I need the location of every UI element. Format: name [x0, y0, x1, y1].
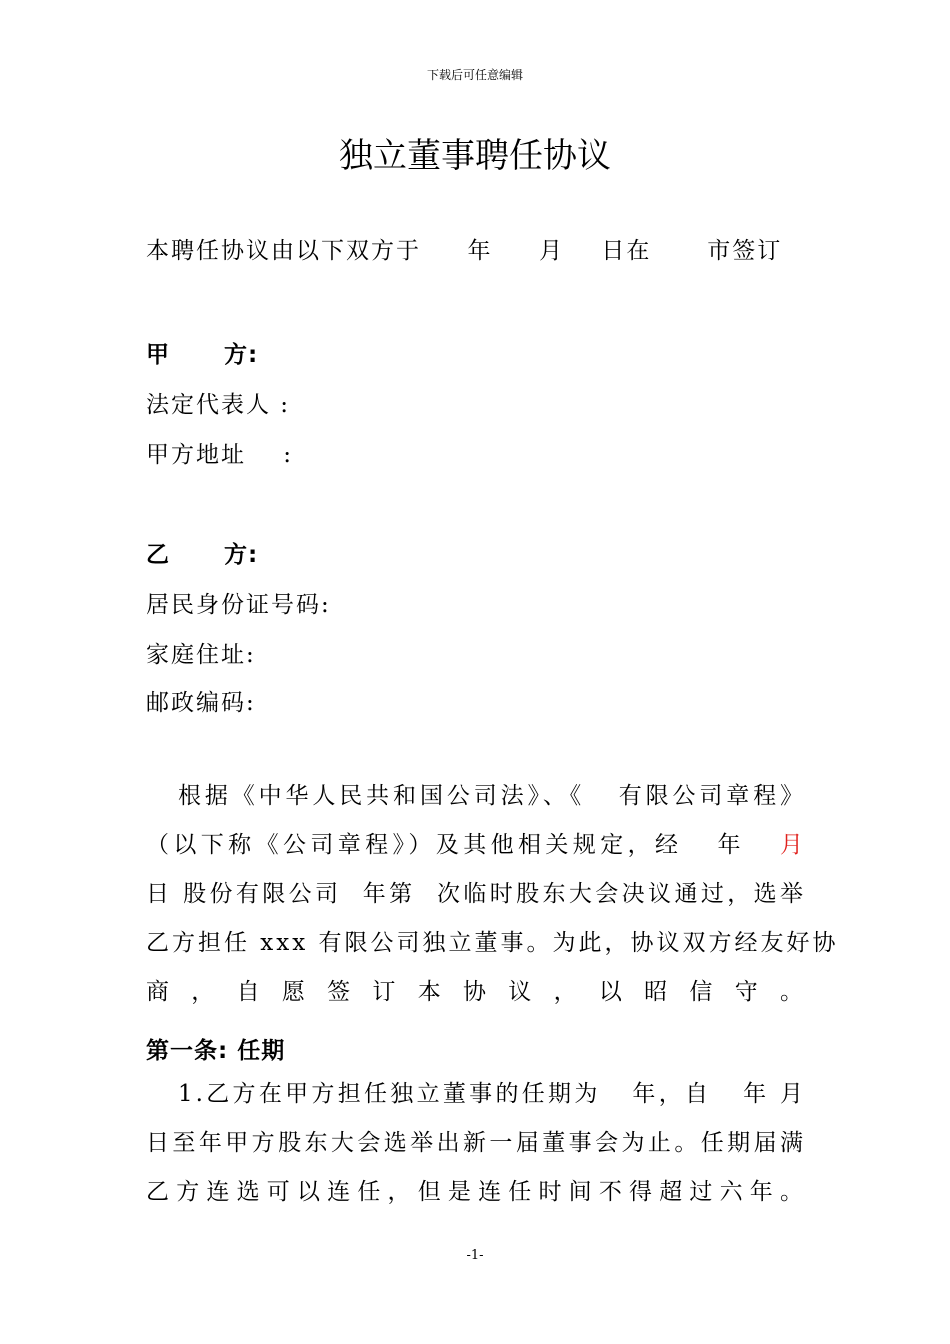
preamble-line-5: 商，自愿签订本协议，以昭信守。: [146, 979, 806, 1005]
party-b-id-number: 居民身份证号码:: [146, 592, 331, 618]
preamble-line-3: 日 股份有限公司 年第 次临时股东大会决议通过，选举: [146, 881, 806, 907]
intro-line: 本聘任协议由以下双方于 年 月 日在 市签订: [146, 238, 783, 264]
preamble-month-red: 月: [780, 832, 806, 858]
party-a-address: 甲方地址 :: [146, 442, 293, 468]
page-number: -1-: [466, 1248, 484, 1263]
article-1-line-3: 乙方连选可以连任，但是连任时间不得超过六年。: [146, 1179, 806, 1205]
article-1-line-1: 1.乙方在甲方担任独立董事的任期为 年，自 年 月: [178, 1081, 806, 1107]
page-header: 下载后可任意编辑: [426, 68, 523, 82]
party-b-home-address: 家庭住址:: [146, 642, 256, 668]
party-a-heading: 甲 方:: [146, 342, 259, 368]
document-title: 独立董事聘任协议: [339, 136, 611, 176]
preamble-line-1: 根据《中华人民共和国公司法》、《 有限公司章程》: [178, 783, 806, 809]
party-b-postcode: 邮政编码:: [146, 690, 256, 716]
party-a-representative: 法定代表人 :: [146, 392, 291, 418]
preamble-line-4: 乙方担任 xxx 有限公司独立董事。为此，协议双方经友好协: [146, 930, 839, 956]
article-1-line-2: 日至年甲方股东大会选举出新一届董事会为止。任期届满: [146, 1130, 806, 1156]
article-1-heading: 第一条: 任期: [146, 1038, 286, 1064]
article-1-paragraph: [146, 1070, 806, 1217]
party-b-heading: 乙 方:: [146, 542, 259, 568]
preamble-line-2-text: （以下称《公司章程》）及其他相关规定，经 年: [146, 832, 780, 858]
preamble-paragraph: [146, 772, 839, 1017]
preamble-line-2: [146, 821, 806, 870]
